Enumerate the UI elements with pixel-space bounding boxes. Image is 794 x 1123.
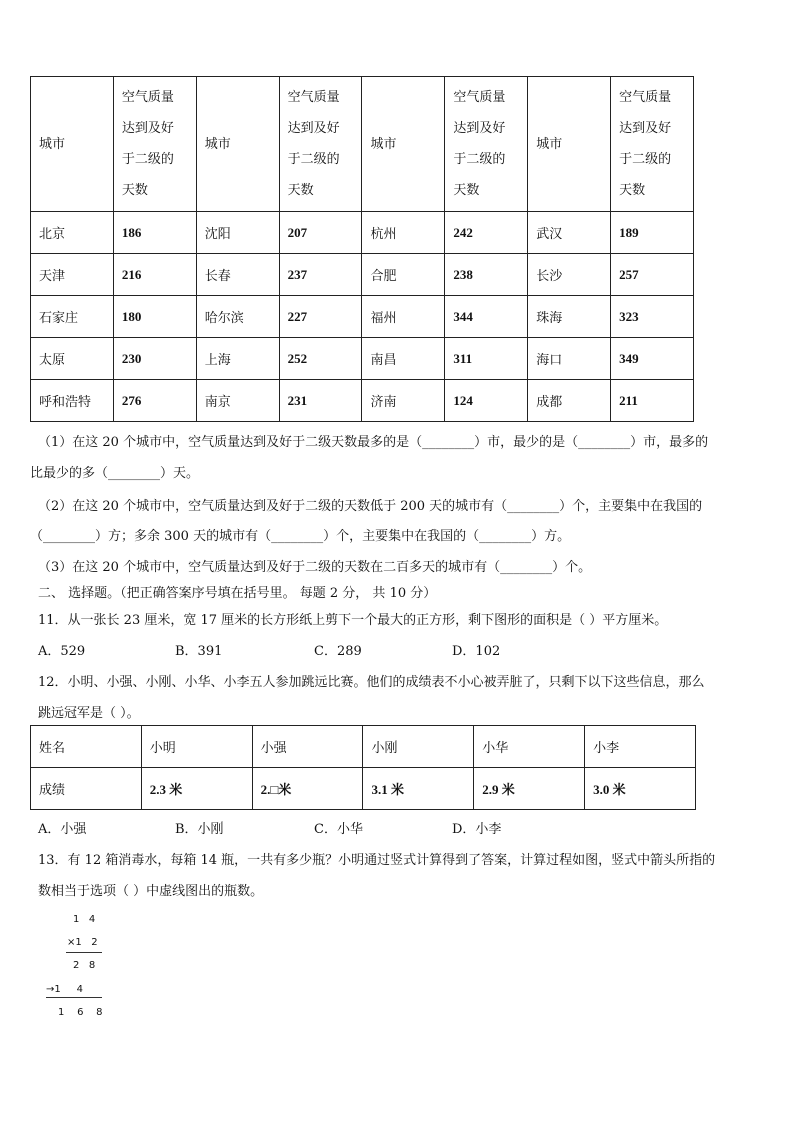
city-cell: 武汉 bbox=[528, 212, 611, 254]
table-row bbox=[31, 296, 694, 338]
table-row bbox=[31, 768, 696, 810]
city-cell: 上海 bbox=[196, 338, 279, 380]
days-cell: 237 bbox=[279, 254, 362, 296]
calc-row-result: 1 6 8 bbox=[58, 1007, 103, 1018]
days-cell: 238 bbox=[445, 254, 528, 296]
days-cell: 311 bbox=[445, 338, 528, 380]
name-cell: 小明 bbox=[141, 726, 252, 768]
calc-row-partial-2-arrow: →1 4 bbox=[46, 984, 83, 995]
header-city: 城市 bbox=[31, 77, 114, 212]
city-cell: 长沙 bbox=[528, 254, 611, 296]
days-cell: 276 bbox=[113, 380, 196, 422]
section-2-heading: 二、 选择题。（把正确答案序号填在括号里。 每题 2 分， 共 10 分） bbox=[38, 586, 437, 601]
header-days: 空气质量 达到及好 于二级的 天数 bbox=[611, 77, 694, 212]
days-cell: 257 bbox=[611, 254, 694, 296]
days-cell: 207 bbox=[279, 212, 362, 254]
question-11-option-b[interactable]: B．391 bbox=[175, 644, 223, 659]
city-cell: 杭州 bbox=[362, 212, 445, 254]
score-cell: 2.□米 bbox=[252, 768, 363, 810]
city-cell: 成都 bbox=[528, 380, 611, 422]
name-cell: 小华 bbox=[474, 726, 585, 768]
city-cell: 济南 bbox=[362, 380, 445, 422]
header-city: 城市 bbox=[362, 77, 445, 212]
calc-row-partial-1: 2 8 bbox=[73, 960, 96, 971]
question-1-text: （1）在这 20 个城市中，空气质量达到及好于二级天数最多的是（________）市，最少的是（________）市，最多的 bbox=[38, 435, 709, 450]
question-12-option-a[interactable]: A．小强 bbox=[38, 822, 87, 837]
table-row bbox=[31, 254, 694, 296]
question-13-text-cont: 数相当于选项（ ）中虚线图出的瓶数。 bbox=[38, 884, 264, 899]
days-cell: 124 bbox=[445, 380, 528, 422]
days-cell: 186 bbox=[113, 212, 196, 254]
name-cell: 小强 bbox=[252, 726, 363, 768]
days-cell: 211 bbox=[611, 380, 694, 422]
days-cell: 216 bbox=[113, 254, 196, 296]
calc-rule bbox=[66, 952, 102, 953]
city-cell: 天津 bbox=[31, 254, 114, 296]
table-row bbox=[31, 212, 694, 254]
days-cell: 230 bbox=[113, 338, 196, 380]
days-cell: 231 bbox=[279, 380, 362, 422]
header-city: 城市 bbox=[196, 77, 279, 212]
city-cell: 呼和浩特 bbox=[31, 380, 114, 422]
days-cell: 242 bbox=[445, 212, 528, 254]
name-cell: 小李 bbox=[585, 726, 696, 768]
question-12-option-b[interactable]: B．小刚 bbox=[175, 822, 224, 837]
city-cell: 合肥 bbox=[362, 254, 445, 296]
days-cell: 323 bbox=[611, 296, 694, 338]
question-2-text: （2）在这 20 个城市中，空气质量达到及好于二级的天数低于 200 天的城市有（________）个，主要集中在我国的 bbox=[38, 499, 703, 514]
calc-row-multiplicand: 1 4 bbox=[73, 914, 96, 925]
days-cell: 344 bbox=[445, 296, 528, 338]
question-12-option-d[interactable]: D．小李 bbox=[452, 822, 502, 837]
long-jump-table bbox=[30, 725, 696, 810]
question-2-text-cont: （________）方；多余 300 天的城市有（________）个，主要集中在我国的（________）方。 bbox=[30, 529, 571, 544]
city-cell: 珠海 bbox=[528, 296, 611, 338]
question-11-option-c[interactable]: C．289 bbox=[314, 644, 362, 659]
question-11-text: 11．从一张长 23 厘米，宽 17 厘米的长方形纸上剪下一个最大的正方形，剩下图形的面积是（ ）平方厘米。 bbox=[38, 613, 668, 628]
question-1-text-cont: 比最少的多（________）天。 bbox=[30, 466, 200, 481]
question-12-text-cont: 跳远冠军是（ ）。 bbox=[38, 706, 140, 721]
name-header: 姓名 bbox=[31, 726, 142, 768]
table-row bbox=[31, 380, 694, 422]
score-cell: 3.0 米 bbox=[585, 768, 696, 810]
question-13-text: 13．有 12 箱消毒水，每箱 14 瓶，一共有多少瓶？小明通过竖式计算得到了答案，计算过程如图，竖式中箭头所指的 bbox=[38, 853, 716, 868]
city-cell: 福州 bbox=[362, 296, 445, 338]
header-city: 城市 bbox=[528, 77, 611, 212]
calc-rule bbox=[46, 997, 102, 998]
question-12-text: 12．小明、小强、小刚、小华、小李五人参加跳远比赛。他们的成绩表不小心被弄脏了，只剩下以下这些信息，那么 bbox=[38, 675, 705, 690]
question-11-option-a[interactable]: A．529 bbox=[38, 644, 86, 659]
air-quality-table bbox=[30, 76, 694, 422]
score-header: 成绩 bbox=[31, 768, 142, 810]
table-header-row bbox=[31, 77, 694, 212]
city-cell: 沈阳 bbox=[196, 212, 279, 254]
city-cell: 哈尔滨 bbox=[196, 296, 279, 338]
days-cell: 252 bbox=[279, 338, 362, 380]
days-cell: 180 bbox=[113, 296, 196, 338]
table-row bbox=[31, 338, 694, 380]
city-cell: 南昌 bbox=[362, 338, 445, 380]
name-cell: 小刚 bbox=[363, 726, 474, 768]
score-cell: 2.9 米 bbox=[474, 768, 585, 810]
calc-row-multiplier: ×1 2 bbox=[67, 937, 98, 948]
header-days: 空气质量 达到及好 于二级的 天数 bbox=[279, 77, 362, 212]
table-row bbox=[31, 726, 696, 768]
days-cell: 227 bbox=[279, 296, 362, 338]
city-cell: 海口 bbox=[528, 338, 611, 380]
score-cell: 2.3 米 bbox=[141, 768, 252, 810]
city-cell: 北京 bbox=[31, 212, 114, 254]
score-cell: 3.1 米 bbox=[363, 768, 474, 810]
city-cell: 南京 bbox=[196, 380, 279, 422]
header-days: 空气质量 达到及好 于二级的 天数 bbox=[445, 77, 528, 212]
days-cell: 189 bbox=[611, 212, 694, 254]
city-cell: 长春 bbox=[196, 254, 279, 296]
city-cell: 太原 bbox=[31, 338, 114, 380]
question-11-option-d[interactable]: D．102 bbox=[452, 644, 501, 659]
header-days: 空气质量 达到及好 于二级的 天数 bbox=[113, 77, 196, 212]
question-3-text: （3）在这 20 个城市中，空气质量达到及好于二级的天数在二百多天的城市有（________）个。 bbox=[38, 560, 592, 575]
city-cell: 石家庄 bbox=[31, 296, 114, 338]
question-12-option-c[interactable]: C．小华 bbox=[314, 822, 363, 837]
days-cell: 349 bbox=[611, 338, 694, 380]
